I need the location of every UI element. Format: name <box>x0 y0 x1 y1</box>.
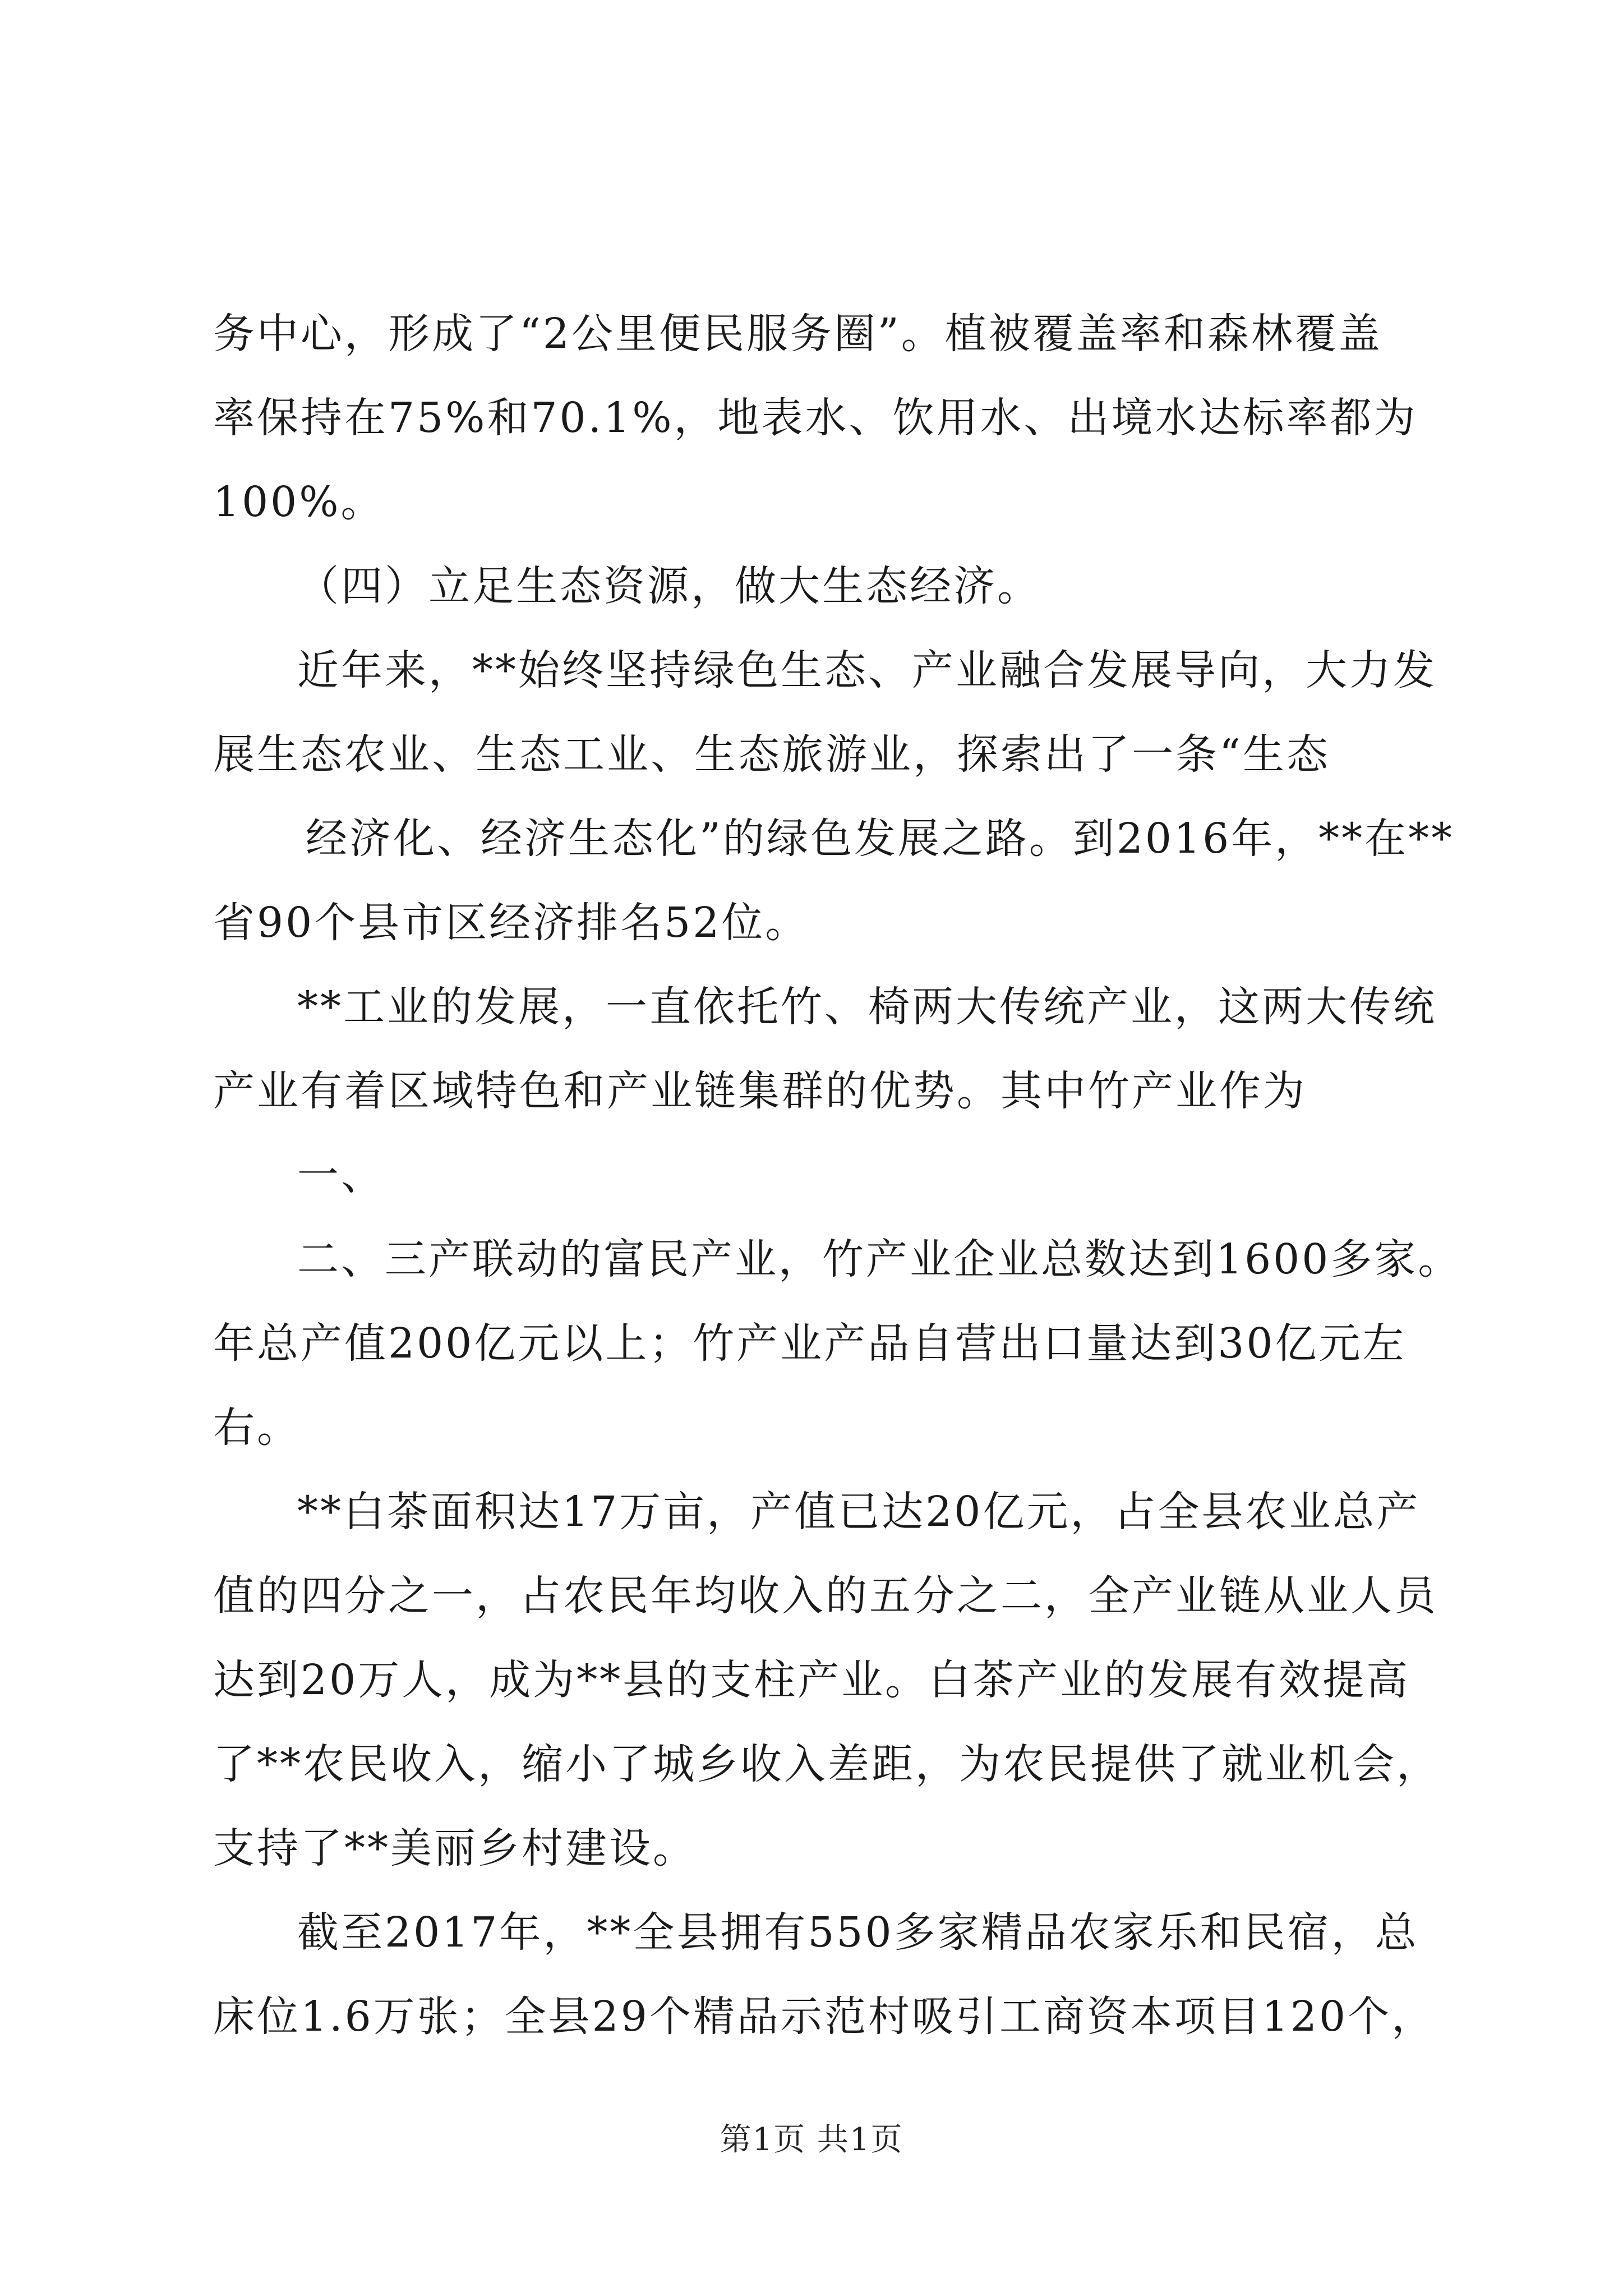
text-line: 近年来，**始终坚持绿色生态、产业融合发展导向，大力发 <box>297 646 1437 694</box>
text-line: 率保持在75%和70.1%，地表水、饮用水、出境水达标率都为 <box>213 394 1418 442</box>
text-line: 产业有着区域特色和产业链集群的优势。其中竹产业作为 <box>213 1067 1307 1115</box>
section-heading: （四）立足生态资源，做大生态经济。 <box>297 562 1041 610</box>
text-line: 100%。 <box>213 478 385 526</box>
text-line: 经济化、经济生态化”的绿色发展之路。到2016年，**在** <box>306 815 1455 863</box>
text-line: 省90个县市区经济排名52位。 <box>213 899 809 947</box>
text-line: **工业的发展，一直依托竹、椅两大传统产业，这两大传统 <box>297 983 1437 1031</box>
text-line: **白茶面积达17万亩，产值已达20亿元，占全县农业总产 <box>297 1488 1421 1536</box>
text-line: 二、三产联动的富民产业，竹产业企业总数达到1600多家。 <box>297 1235 1462 1283</box>
text-line: 展生态农业、生态工业、生态旅游业，探索出了一条“生态 <box>213 730 1330 779</box>
text-line: 达到20万人，成为**县的支柱产业。白茶产业的发展有效提高 <box>213 1656 1410 1704</box>
text-line: 截至2017年，**全县拥有550多家精品农家乐和民宿，总 <box>297 1908 1419 1957</box>
text-line: 支持了**美丽乡村建设。 <box>213 1824 697 1872</box>
text-line: 右。 <box>213 1404 301 1452</box>
text-line: 年总产值200亿元以上；竹产业产品自营出口量达到30亿元左 <box>213 1319 1407 1368</box>
page-number-footer: 第1页 共1页 <box>720 2122 903 2158</box>
text-line: 床位1.6万张；全县29个精品示范村吸引工商资本项目120个， <box>213 1993 1436 2041</box>
text-line: 务中心，形成了“2公里便民服务圈”。植被覆盖率和森林覆盖 <box>213 310 1382 358</box>
text-line: 一、 <box>297 1151 385 1199</box>
text-line: 了**农民收入，缩小了城乡收入差距，为农民提供了就业机会， <box>213 1740 1440 1788</box>
text-line: 值的四分之一，占农民年均收入的五分之二，全产业链从业人员 <box>213 1572 1438 1620</box>
